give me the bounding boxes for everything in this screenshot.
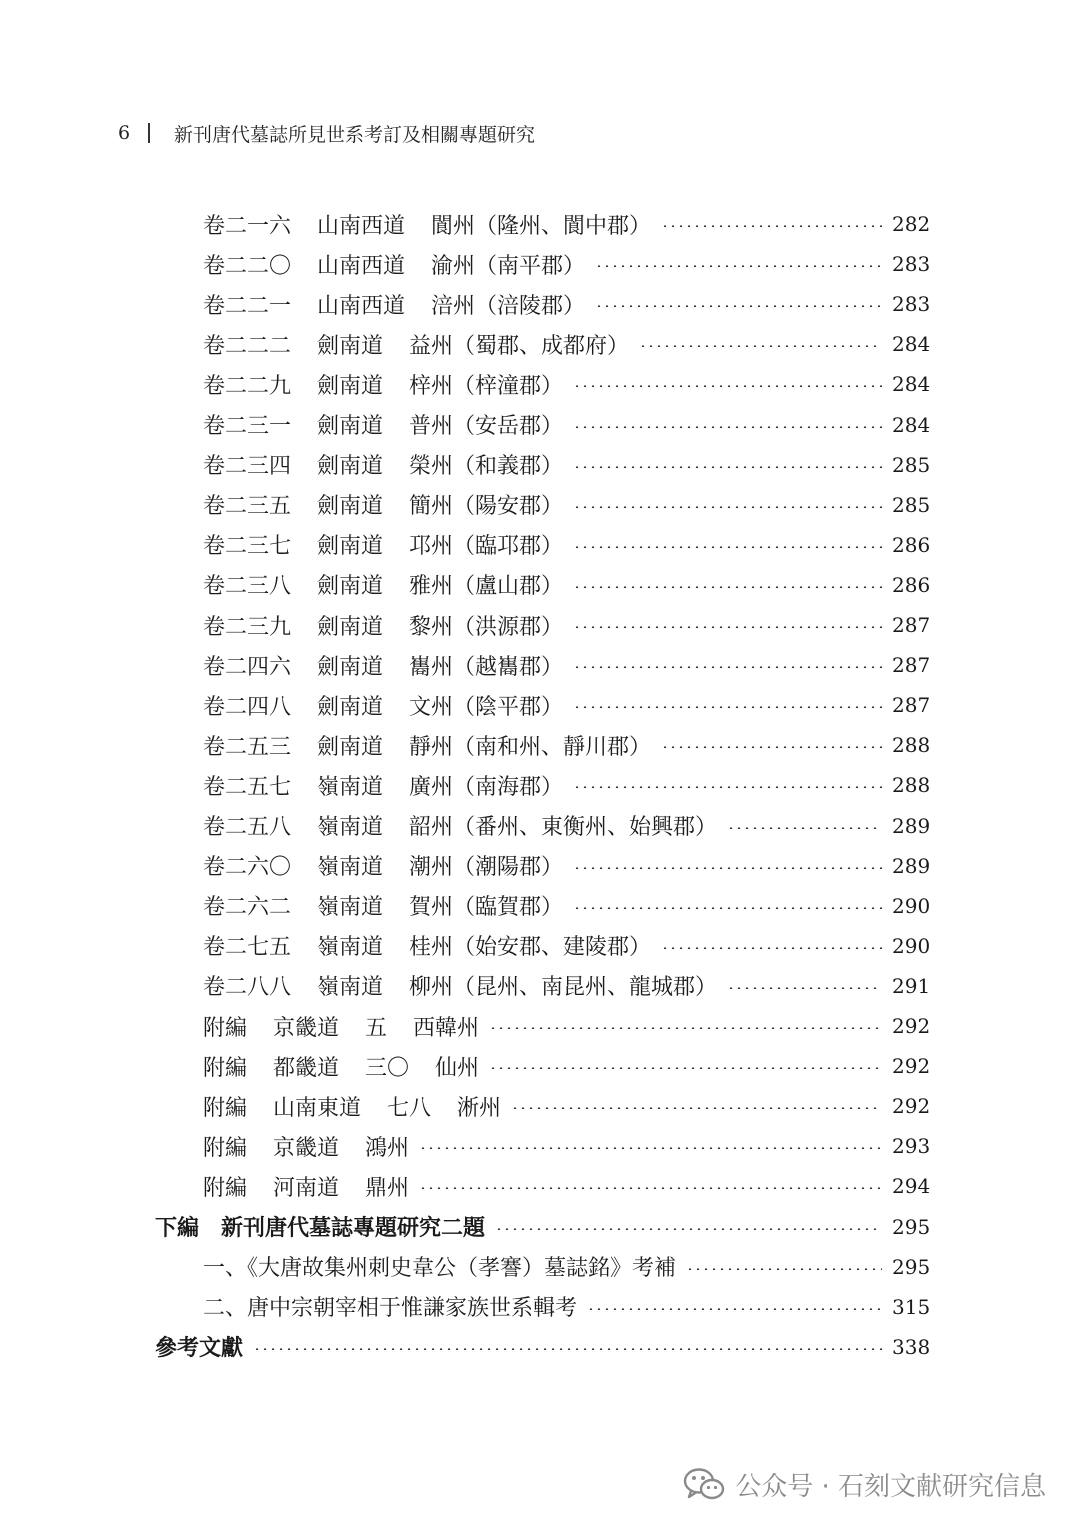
toc-entry-title: [203, 610, 563, 641]
toc-entry-segment: 參考文獻: [155, 1335, 244, 1362]
toc-entry-title: [203, 1091, 501, 1122]
toc-entry-segment: 劍南道: [317, 494, 384, 520]
running-header: [118, 116, 535, 150]
dot-leader: [573, 426, 882, 428]
toc-page-number: 284: [892, 372, 931, 397]
toc-entry-segment: 劍南道: [317, 454, 384, 480]
toc-entry-segment: 桂州（始安郡、建陵郡）: [409, 935, 652, 961]
dot-leader: [573, 786, 882, 788]
toc-entry-title: [203, 970, 717, 1001]
toc-page-number: 285: [892, 492, 931, 517]
dot-leader: [573, 626, 882, 628]
toc-entry-segment: 卷二六〇: [203, 855, 292, 881]
wechat-icon: [683, 1467, 725, 1501]
toc-page-number: 294: [892, 1174, 931, 1199]
dot-leader: [253, 1348, 882, 1350]
toc-entry-segment: 京畿道: [273, 1135, 340, 1161]
toc-page-number: 290: [892, 933, 931, 958]
toc-page-number: 286: [892, 572, 931, 597]
toc-entry: [203, 1046, 931, 1086]
toc-entry-segment: 簡州（陽安郡）: [409, 494, 564, 520]
dot-leader: [489, 1067, 882, 1069]
toc-section-entry: [155, 1327, 931, 1367]
dot-leader: [419, 1147, 882, 1149]
toc-page-number: 315: [892, 1294, 931, 1319]
toc-entry-title: [203, 369, 563, 400]
toc-entry-segment: 劍南道: [317, 614, 384, 640]
dot-leader: [595, 305, 882, 307]
dot-leader: [419, 1187, 882, 1189]
toc-page-number: 338: [892, 1334, 931, 1359]
toc-entry: [203, 1247, 931, 1287]
watermark-text: 公众号 · 石刻文献研究信息: [735, 1471, 1046, 1502]
toc-entry-segment: 廣州（南海郡）: [409, 774, 564, 800]
dot-leader: [661, 746, 882, 748]
toc-entry-segment: 靜州（南和州、靜川郡）: [409, 734, 652, 760]
toc-entry-segment: 三〇: [365, 1055, 410, 1081]
toc-entry-segment: 嶺南道: [317, 855, 384, 881]
toc-entry: [203, 846, 931, 886]
toc-page-number: 287: [892, 693, 931, 718]
toc-entry-segment: 卷二三九: [203, 614, 292, 640]
toc-entry-segment: 劍南道: [317, 574, 384, 600]
dot-leader: [587, 1308, 882, 1310]
dot-leader: [573, 466, 882, 468]
dot-leader: [573, 666, 882, 668]
toc-entry-title: [203, 289, 585, 320]
dot-leader: [573, 385, 882, 387]
toc-entry-segment: 山南西道: [317, 253, 406, 279]
toc-entry-segment: 卷二六二: [203, 895, 292, 921]
toc-entry-title: [203, 770, 563, 801]
toc-entry: [203, 886, 931, 926]
toc-entry-title: [203, 810, 717, 841]
toc-entry-segment: 嶺南道: [317, 774, 384, 800]
toc-entry-segment: 下編: [155, 1215, 200, 1241]
toc-page-number: 292: [892, 1094, 931, 1119]
toc-entry-title: [203, 1291, 577, 1322]
toc-entry: [203, 364, 931, 404]
dot-leader: [573, 586, 882, 588]
toc-entry-title: [203, 930, 651, 961]
toc-entry-segment: 柳州（昆州、南昆州、龍城郡）: [409, 975, 718, 1001]
toc-entry-title: [203, 249, 585, 280]
dot-leader: [489, 1027, 882, 1029]
toc-entry-segment: 鼎州: [365, 1175, 410, 1201]
toc-entry: [203, 284, 931, 324]
toc-entry: [203, 445, 931, 485]
dot-leader: [573, 506, 882, 508]
toc-entry: [203, 324, 931, 364]
toc-entry-segment: 卷二三八: [203, 574, 292, 600]
toc-entry: [203, 1086, 931, 1126]
toc-page-number: 287: [892, 653, 931, 678]
page-number: 6: [118, 122, 131, 144]
dot-leader: [511, 1107, 882, 1109]
toc-entry-segment: 河南道: [273, 1175, 340, 1201]
toc-entry: [203, 685, 931, 725]
dot-leader: [595, 265, 882, 267]
toc-entry-segment: 渝州（南平郡）: [431, 253, 586, 279]
toc-page-number: 290: [892, 893, 931, 918]
toc-entry-segment: 卷二二二: [203, 333, 292, 359]
toc-entry: [203, 966, 931, 1006]
toc-page-number: 283: [892, 252, 931, 277]
watermark: [683, 1464, 1046, 1504]
toc-entry-segment: 劍南道: [317, 373, 384, 399]
toc-entry: [203, 565, 931, 605]
toc-entry-title: [155, 1211, 485, 1242]
toc-entry-segment: 韶州（番州、東衡州、始興郡）: [409, 815, 718, 840]
dot-leader: [573, 706, 882, 708]
toc-entry-segment: 嶺南道: [317, 895, 384, 921]
dot-leader: [495, 1228, 882, 1230]
toc-entry-title: [203, 890, 563, 921]
dot-leader: [661, 225, 882, 227]
toc-entry-segment: 卷二八八: [203, 975, 292, 1001]
toc-entry-segment: 仙州: [435, 1055, 480, 1081]
toc-entry-segment: 潮州（潮陽郡）: [409, 855, 564, 881]
toc-entry: [203, 645, 931, 685]
toc-entry-segment: 卷二二九: [203, 373, 292, 399]
toc-entry-segment: 卷二五八: [203, 815, 292, 840]
toc-entry-segment: 京畿道: [273, 1015, 340, 1041]
toc-entry-segment: 劍南道: [317, 534, 384, 560]
dot-leader: [639, 345, 882, 347]
toc-entry-segment: 附編: [203, 1055, 248, 1081]
toc-entry: [203, 405, 931, 445]
toc-entry-segment: 五: [365, 1015, 388, 1041]
toc-entry-segment: 普州（安岳郡）: [409, 414, 564, 439]
toc-page-number: 284: [892, 332, 931, 357]
toc-entry-segment: 卷二四八: [203, 694, 292, 720]
toc-entry-segment: 西韓州: [413, 1015, 480, 1041]
toc-page-number: 287: [892, 613, 931, 637]
toc-entry-title: [203, 1131, 409, 1162]
toc-entry-title: [203, 449, 563, 480]
toc-entry: [203, 1126, 931, 1166]
toc-entry-segment: 劍南道: [317, 734, 384, 760]
toc-entry-segment: 巂州（越巂郡）: [409, 654, 564, 680]
toc-entry-title: [203, 650, 563, 681]
toc-entry-segment: 榮州（和義郡）: [409, 454, 564, 480]
toc-page-number: 291: [892, 973, 931, 998]
toc-entry-title: [203, 409, 563, 440]
toc-entry-segment: 卷二一六: [203, 213, 292, 239]
toc-entry-segment: 文州（陰平郡）: [409, 694, 564, 720]
toc-entry-segment: 附編: [203, 1015, 248, 1041]
toc-entry-segment: 劍南道: [317, 333, 384, 359]
dot-leader: [686, 1268, 882, 1270]
toc-entry: [203, 485, 931, 525]
toc-entry-title: [203, 690, 563, 721]
toc-entry-segment: 邛州（臨邛郡）: [409, 534, 564, 560]
toc-entry-title: [203, 1171, 409, 1202]
book-title: 新刊唐代墓誌所見世系考訂及相關專題研究: [174, 123, 536, 146]
toc-entry-segment: 附編: [203, 1135, 248, 1161]
toc-entry-segment: 卷二三七: [203, 534, 292, 560]
toc-page-number: 285: [892, 452, 931, 477]
toc-page-number: 292: [892, 1054, 931, 1079]
toc-entry: [203, 525, 931, 565]
toc-entry-segment: 山南西道: [317, 293, 406, 319]
toc-entry-segment: 賀州（臨賀郡）: [409, 895, 564, 921]
toc-entry-segment: 梓州（梓潼郡）: [409, 373, 564, 399]
toc-page-number: 283: [892, 292, 931, 317]
toc-entry-segment: 卷二五七: [203, 774, 292, 800]
toc-page-number: 292: [892, 1014, 931, 1038]
toc-entry-segment: 雅州（盧山郡）: [409, 574, 564, 600]
dot-leader: [661, 947, 882, 949]
toc-entry-segment: 卷二三四: [203, 454, 292, 480]
toc-page-number: 295: [892, 1254, 931, 1279]
toc-entry-title: [203, 329, 629, 360]
toc-entry: [203, 806, 931, 846]
toc-entry-segment: 一、《大唐故集州刺史韋公（孝謇）墓誌銘》考補: [203, 1256, 677, 1282]
toc-entry-segment: 二、唐中宗朝宰相于惟謙家族世系輯考: [203, 1296, 578, 1322]
toc-entry-title: [203, 1251, 676, 1282]
dot-leader: [727, 987, 882, 989]
toc-entry-segment: 劍南道: [317, 654, 384, 680]
toc-entry: [203, 926, 931, 966]
toc-entry-title: [155, 1331, 243, 1362]
header-divider: [148, 123, 150, 143]
toc-page-number: 286: [892, 532, 931, 557]
dot-leader: [573, 546, 882, 548]
toc-entry-title: [203, 1051, 479, 1082]
toc-entry-segment: 卷二五三: [203, 734, 292, 760]
toc-entry-title: [203, 529, 563, 560]
toc-entry-segment: 益州（蜀郡、成都府）: [409, 333, 630, 359]
toc-section-entry: [155, 1207, 931, 1247]
toc-entry-segment: 卷二四六: [203, 654, 292, 680]
toc-entry-segment: 都畿道: [273, 1055, 340, 1081]
toc-entry-segment: 七八: [387, 1095, 432, 1121]
toc-entry: [203, 1287, 931, 1327]
toc-page-number: 282: [892, 212, 931, 236]
toc-page-number: 289: [892, 853, 931, 878]
toc-entry-segment: 山南東道: [273, 1095, 362, 1121]
toc-entry: [203, 605, 931, 645]
toc-entry-segment: 劍南道: [317, 694, 384, 720]
toc-page-number: 284: [892, 412, 931, 437]
toc-page-number: 288: [892, 773, 931, 798]
dot-leader: [573, 867, 882, 869]
toc-entry: [203, 1166, 931, 1206]
toc-entry: [203, 244, 931, 284]
toc-entry-segment: 附編: [203, 1095, 248, 1121]
toc-entry-segment: 山南西道: [317, 213, 406, 239]
toc-entry: [203, 1006, 931, 1046]
toc-entry-segment: 卷二二〇: [203, 253, 292, 279]
dot-leader: [573, 907, 882, 909]
toc-entry-title: [203, 1011, 479, 1042]
toc-entry-title: [203, 489, 563, 520]
toc-page-number: 288: [892, 733, 931, 758]
toc-entry-segment: 淅州: [457, 1095, 502, 1121]
toc-entry-segment: 附編: [203, 1175, 248, 1201]
toc-entry-segment: 劍南道: [317, 414, 384, 439]
toc-entry-segment: 卷二七五: [203, 935, 292, 961]
toc-page-number: 293: [892, 1134, 931, 1159]
dot-leader: [727, 827, 882, 829]
toc-entry-segment: 嶺南道: [317, 975, 384, 1001]
toc-entry-segment: 閬州（隆州、閬中郡）: [431, 213, 652, 239]
toc-entry-segment: 涪州（涪陵郡）: [431, 293, 586, 319]
toc-entry: [203, 725, 931, 765]
toc-entry-segment: 黎州（洪源郡）: [409, 614, 564, 640]
toc-entry-title: [203, 569, 563, 600]
toc-entry-segment: 卷二三一: [203, 414, 292, 439]
toc-entry-title: [203, 850, 563, 881]
toc-page-number: 289: [892, 813, 931, 838]
toc-entry-segment: 嶺南道: [317, 815, 384, 840]
toc-entry-segment: 鴻州: [365, 1135, 410, 1161]
toc-entry-segment: 卷二三五: [203, 494, 292, 520]
toc-entry: [203, 204, 931, 244]
toc-entry-segment: 卷二二一: [203, 293, 292, 319]
toc-entry-segment: 嶺南道: [317, 935, 384, 961]
toc-entry-segment: 新刊唐代墓誌專題研究二題: [221, 1215, 486, 1241]
toc-page-number: 295: [892, 1214, 931, 1239]
toc-entry-title: [203, 209, 651, 240]
toc-entry: [203, 765, 931, 805]
toc-entry-title: [203, 730, 651, 761]
